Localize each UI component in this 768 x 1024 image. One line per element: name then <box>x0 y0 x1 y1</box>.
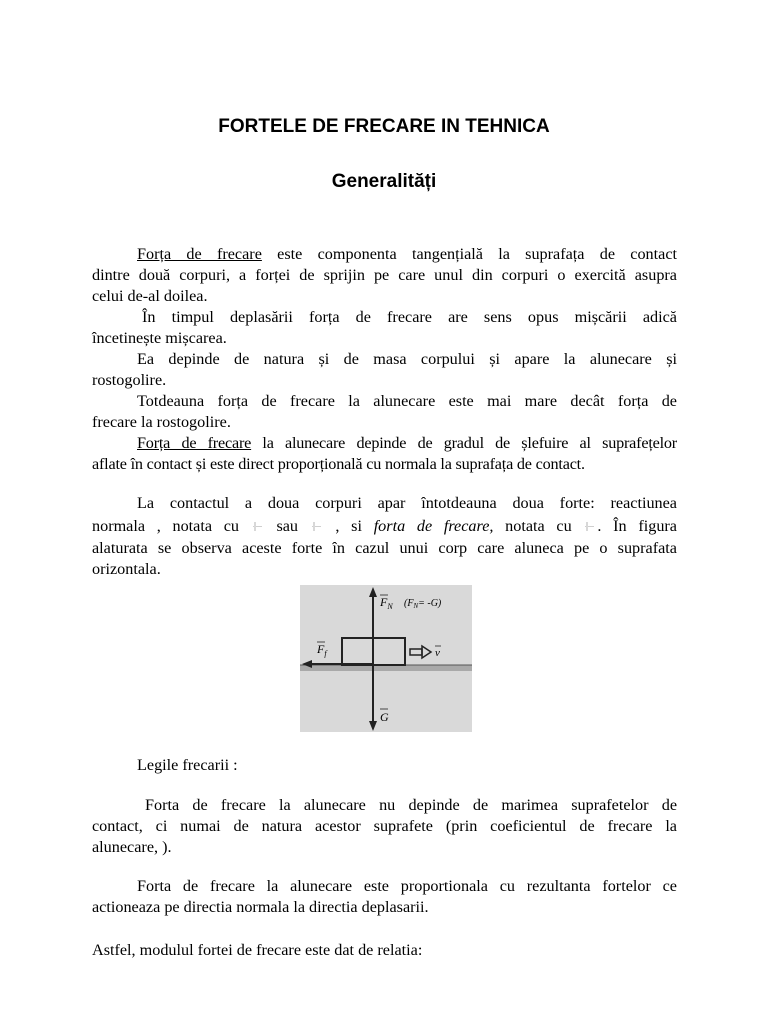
label-weight: G <box>380 710 389 724</box>
paragraph-first-law: Forta de frecare la alunecare nu depinde de marimea suprafetelor de contact, ci numai de natura acestor suprafete (prin coeficientul de frecare la alunecare, ). <box>92 796 677 856</box>
term-forta-de-frecare-2: Forța de frecare <box>137 434 252 452</box>
label-friction-force: $F_f$ <box>317 642 327 658</box>
paragraph-laws-heading: Legile frecarii : <box>137 756 238 774</box>
label-velocity: v <box>435 647 440 659</box>
forces-diagram-drawing <box>300 585 472 732</box>
normal-reaction-symbol-icon <box>310 521 324 533</box>
paragraph-direction: În timpul deplasării forța de frecare are sens opus mișcării adică încetinește mișcarea. <box>92 308 677 347</box>
normal-force-arrowhead <box>369 587 377 597</box>
friction-force-symbol-icon <box>583 521 597 533</box>
term-forta-de-frecare: Forța de frecare <box>137 245 262 263</box>
paragraph-dependence: Ea depinde de natura și de masa corpului și apare la alunecare și rostogolire. <box>92 350 677 389</box>
forces-diagram <box>300 585 472 732</box>
paragraph-second-law: Forta de frecare la alunecare este proportionala cu rezultanta fortelor ce actioneaza pe directia normala la directia deplasarii. <box>92 877 677 916</box>
label-equation: $(F_N= -G)$ <box>404 598 442 610</box>
paragraph-definition: Forța de frecare este componenta tangențială la suprafața de contact dintre două corpuri, a forței de sprijin pe care unul din corpuri o exercită asupra celui de-al doilea. <box>92 245 678 305</box>
velocity-arrow-shaft <box>410 649 422 655</box>
term-forta-de-frecare-italic: forta de frecare, <box>373 517 494 535</box>
document-title: FORTELE DE FRECARE IN TEHNICA <box>218 116 550 137</box>
paragraph-comparison: Totdeauna forța de frecare la alunecare este mai mare decât forța de frecare la rostogolire. <box>92 392 677 431</box>
paragraph-relation: Astfel, modulul fortei de frecare este dat de relatia: <box>92 941 423 959</box>
velocity-arrow-head <box>422 646 431 658</box>
section-heading: Generalități <box>331 171 437 192</box>
paragraph-forces: La contactul a doua corpuri apar întotdeauna doua forte: reactiunea normala , notata cu sau , si forta de frecare, notata cu . În figura alaturata se observa aceste forte în cazul unui corp care aluneca pe o suprafata orizontala. <box>92 494 677 578</box>
weight-arrowhead <box>369 721 377 731</box>
label-normal-force: $F_N$ <box>380 595 393 611</box>
normal-force-symbol-icon <box>251 521 265 533</box>
paragraph-polishing: Forța de frecare la alunecare depinde de gradul de șlefuire al suprafețelor aflate în contact și este direct proporțională cu normala la suprafața de contact. <box>92 434 677 473</box>
